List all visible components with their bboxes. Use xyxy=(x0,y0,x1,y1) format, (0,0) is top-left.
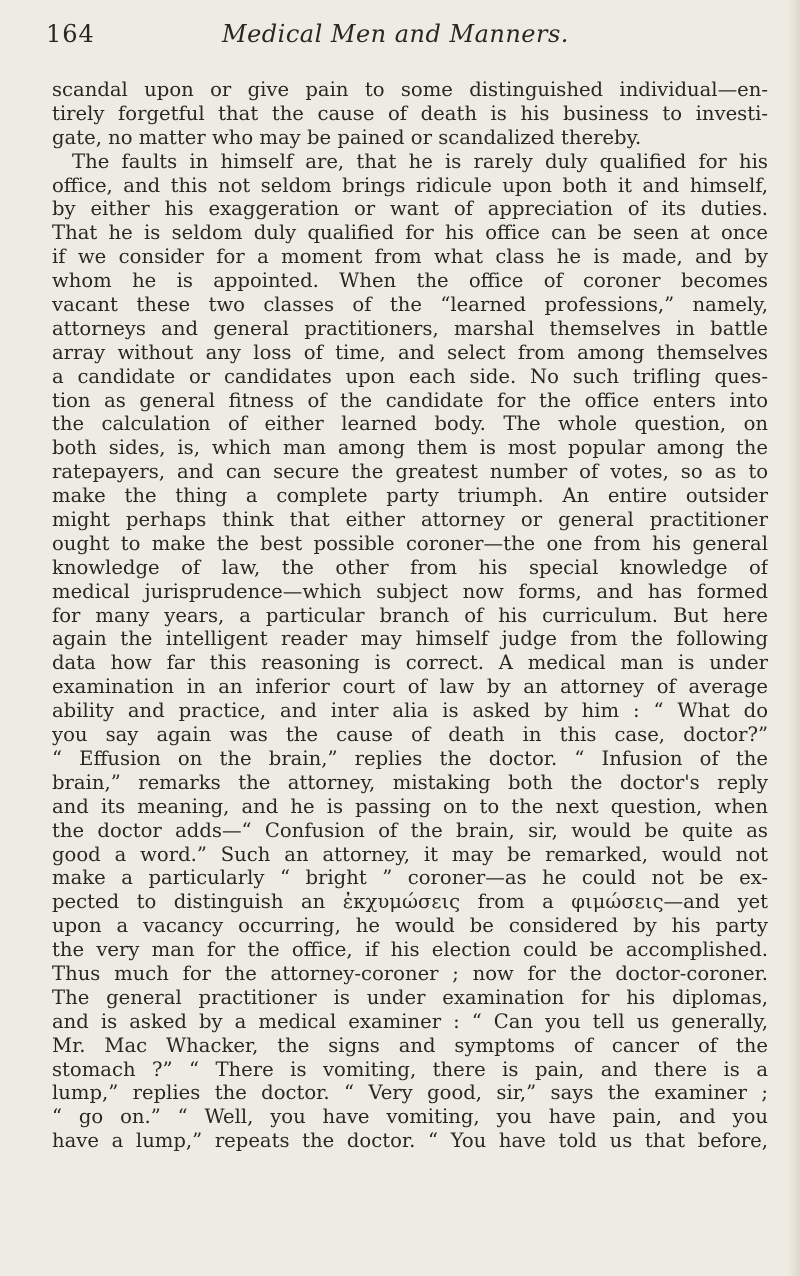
text-line: and its meaning, and he is passing on to the next question, when xyxy=(52,794,768,818)
text-line: scandal upon or give pain to some distinguished individual—en- xyxy=(52,78,768,101)
page-edge-shadow xyxy=(788,0,800,1276)
page-number: 164 xyxy=(46,20,95,48)
text-line: gate, no matter who may be pained or scandalized thereby. xyxy=(52,125,642,149)
text-line: both sides, is, which man among them is most popular among the xyxy=(52,436,768,460)
text-line: tirely forgetful that the cause of death is his business to investi- xyxy=(52,101,768,125)
text-line: The general practitioner is under examination for his diplomas, xyxy=(52,985,768,1009)
text-line: the calculation of either learned body. The whole question, on xyxy=(52,412,768,436)
text-line: That he is seldom duly qualified for his office can be seen at once xyxy=(52,221,768,245)
text-line: lump,” replies the doctor. “ Very good, sir,” says the examiner ; xyxy=(52,1081,768,1105)
text-line: upon a vacancy occurring, he would be considered by his party xyxy=(52,914,768,938)
text-line: the very man for the office, if his election could be accomplished. xyxy=(52,938,768,962)
text-line: again the intelligent reader may himself judge from the following xyxy=(52,627,768,651)
text-line: Thus much for the attorney-coroner ; now for the doctor-coroner. xyxy=(52,961,768,985)
text-line: make a particularly “ bright ” coroner—as he could not be ex- xyxy=(52,866,768,890)
text-line: if we consider for a moment from what class he is made, and by xyxy=(52,245,768,269)
text-line: brain,” remarks the attorney, mistaking both the doctor's reply xyxy=(52,770,768,794)
text-line: medical jurisprudence—which subject now forms, and has formed xyxy=(52,579,768,603)
text-line: ratepayers, and can secure the greatest number of votes, so as to xyxy=(52,460,768,484)
text-line: the doctor adds—“ Confusion of the brain, sir, would be quite as xyxy=(52,818,768,842)
text-line: knowledge of law, the other from his special knowledge of xyxy=(52,555,768,579)
text-line: a candidate or candidates upon each side. No such trifling ques- xyxy=(52,364,768,388)
text-line: data how far this reasoning is correct. A medical man is under xyxy=(52,651,768,675)
page-header xyxy=(46,20,746,54)
text-line: Mr. Mac Whacker, the signs and symptoms of cancer of the xyxy=(52,1033,768,1057)
text-line: might perhaps think that either attorney or general practitioner xyxy=(52,508,768,532)
text-line: “ go on.” “ Well, you have vomiting, you have pain, and you xyxy=(52,1105,768,1129)
text-line: “ Effusion on the brain,” replies the doctor. “ Infusion of the xyxy=(52,746,768,770)
text-line: examination in an inferior court of law by an attorney of average xyxy=(52,675,768,699)
text-line: vacant these two classes of the “learned professions,” namely, xyxy=(52,293,768,317)
text-line: stomach ?” “ There is vomiting, there is pain, and there is a xyxy=(52,1057,768,1081)
running-title: Medical Men and Manners. xyxy=(222,20,569,48)
text-line: you say again was the cause of death in this case, doctor?” xyxy=(52,723,768,747)
text-line: array without any loss of time, and select from among themselves xyxy=(52,340,768,364)
text-line: tion as general fitness of the candidate for the office enters into xyxy=(52,388,768,412)
body-text xyxy=(52,78,768,1153)
text-line: The faults in himself are, that he is rarely duly qualified for his xyxy=(72,149,768,173)
text-line: whom he is appointed. When the office of coroner becomes xyxy=(52,269,768,293)
text-line: ought to make the best possible coroner—the one from his general xyxy=(52,531,768,555)
text-line: for many years, a particular branch of his curriculum. But here xyxy=(52,603,768,627)
text-line: make the thing a complete party triumph. An entire outsider xyxy=(52,484,768,508)
text-line: and is asked by a medical examiner : “ Can you tell us generally, xyxy=(52,1009,768,1033)
text-line: office, and this not seldom brings ridicule upon both it and himself, xyxy=(52,173,768,197)
text-line: have a lump,” repeats the doctor. “ You have told us that before, xyxy=(52,1129,768,1153)
text-line: attorneys and general practitioners, marshal themselves in battle xyxy=(52,316,768,340)
text-line: pected to distinguish an ἐκχυμώσεις from a φιμώσεις—and yet xyxy=(52,890,768,914)
text-line: by either his exaggeration or want of appreciation of its duties. xyxy=(52,197,768,221)
text-line: ability and practice, and inter alia is asked by him : “ What do xyxy=(52,699,768,723)
text-line: good a word.” Such an attorney, it may be remarked, would not xyxy=(52,842,768,866)
